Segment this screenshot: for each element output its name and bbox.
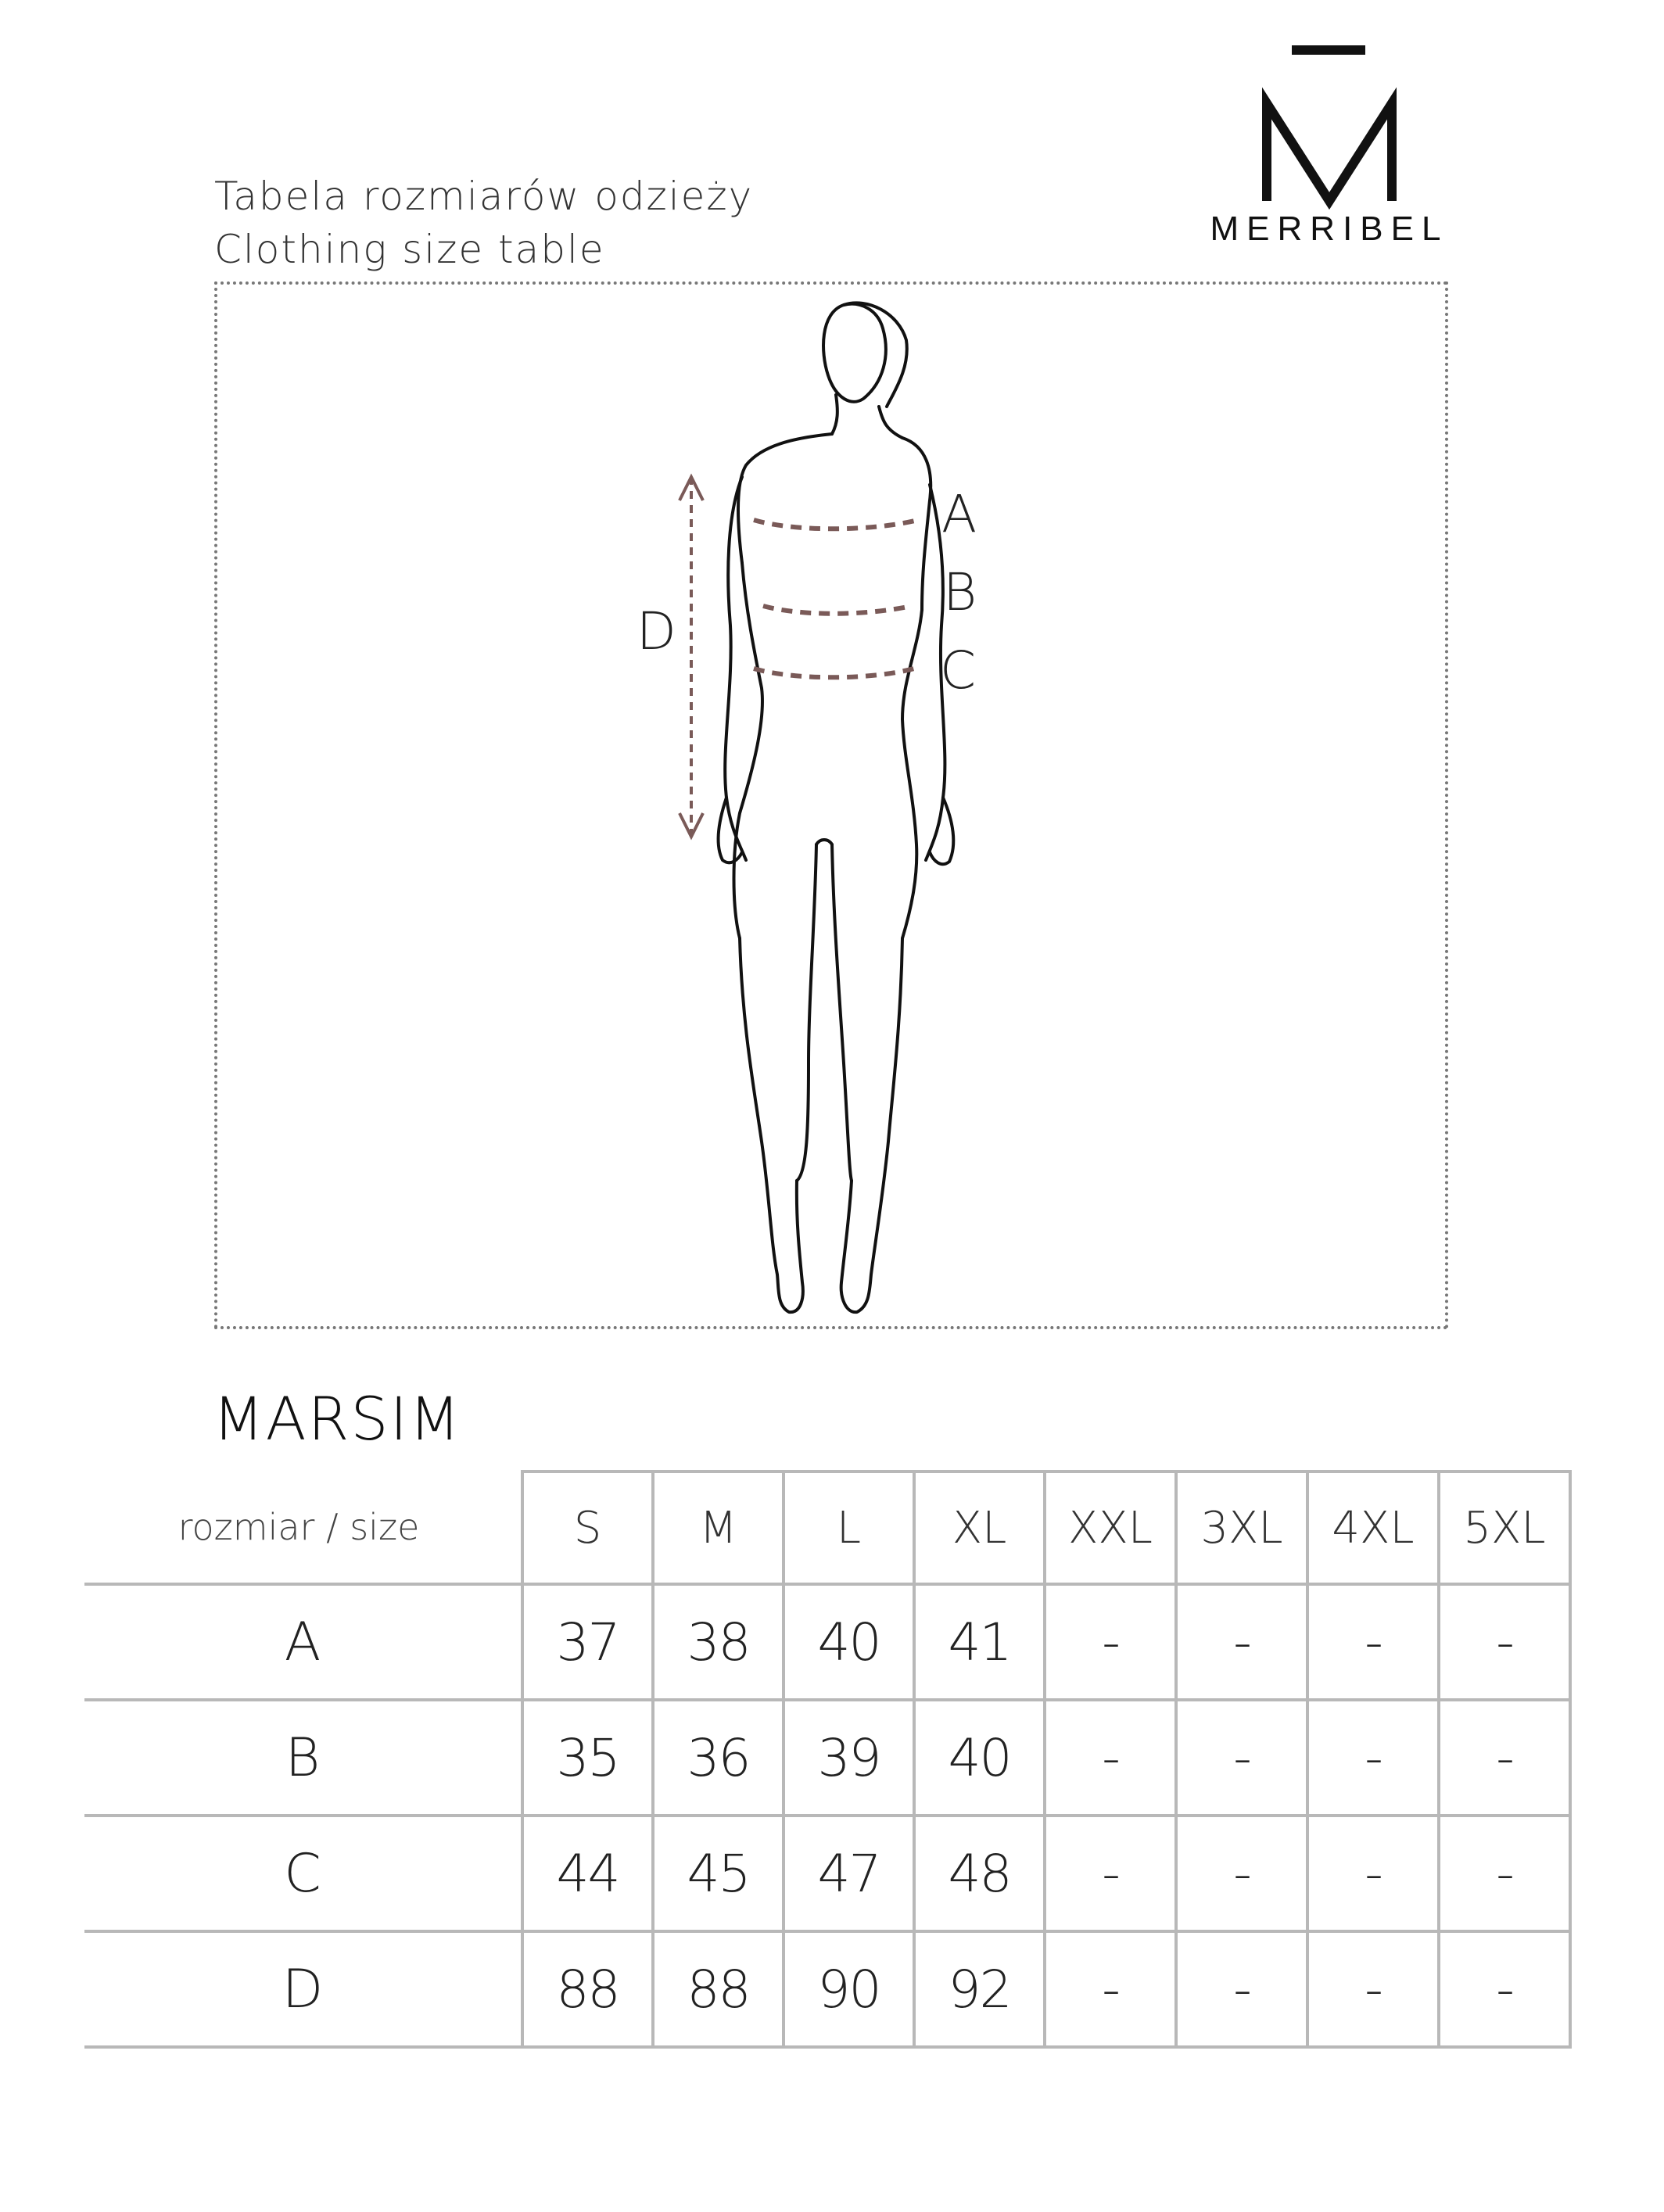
size-header: 4XL [1307, 1472, 1439, 1584]
table-cell: 44 [522, 1816, 653, 1931]
table-cell: - [1176, 1584, 1307, 1700]
table-cell: 36 [653, 1700, 784, 1816]
table-cell: - [1307, 1931, 1439, 2047]
table-cell: - [1307, 1816, 1439, 1931]
body-measurement-figure [214, 281, 1448, 1329]
table-cell: - [1176, 1700, 1307, 1816]
size-header: S [522, 1472, 653, 1584]
table-cell: - [1439, 1931, 1570, 2047]
table-cell: - [1045, 1931, 1176, 2047]
row-label: D [84, 1931, 522, 2047]
label-d: D [637, 601, 676, 661]
table-cell: - [1439, 1700, 1570, 1816]
body-outline [719, 303, 954, 1312]
title-english: Clothing size table [214, 227, 605, 272]
label-b: B [943, 562, 977, 622]
size-header: L [784, 1472, 914, 1584]
size-header: 5XL [1439, 1472, 1570, 1584]
table-cell: 47 [784, 1816, 914, 1931]
table-cell: 40 [914, 1700, 1045, 1816]
table-cell: 41 [914, 1584, 1045, 1700]
row-label: B [84, 1700, 522, 1816]
table-cell: - [1307, 1584, 1439, 1700]
table-cell: - [1439, 1584, 1570, 1700]
table-cell: 37 [522, 1584, 653, 1700]
table-cell: - [1045, 1700, 1176, 1816]
table-cell: - [1307, 1700, 1439, 1816]
measurement-lines [754, 520, 918, 677]
table-cell: - [1176, 1816, 1307, 1931]
title-polish: Tabela rozmiarów odzieży [214, 174, 754, 219]
table-row [84, 1816, 1570, 1931]
table-cell: 92 [914, 1931, 1045, 2047]
table-row [84, 1700, 1570, 1816]
corner-label: rozmiar / size [178, 1506, 420, 1548]
size-table [84, 1470, 1572, 2049]
table-cell: 39 [784, 1700, 914, 1816]
size-header-row [84, 1472, 1570, 1584]
table-cell: - [1439, 1816, 1570, 1931]
size-header: XL [914, 1472, 1045, 1584]
table-cell: 45 [653, 1816, 784, 1931]
row-label: C [84, 1816, 522, 1931]
table-row [84, 1931, 1570, 2047]
row-label: A [84, 1584, 522, 1700]
brand-name: MERRIBEL [1210, 210, 1449, 248]
table-row [84, 1584, 1570, 1700]
table-cell: - [1045, 1816, 1176, 1931]
size-header: XXL [1045, 1472, 1176, 1584]
table-cell: 90 [784, 1931, 914, 2047]
table-cell: 40 [784, 1584, 914, 1700]
size-header: M [653, 1472, 784, 1584]
table-cell: 88 [653, 1931, 784, 2047]
label-c: C [940, 640, 977, 701]
table-cell: 35 [522, 1700, 653, 1816]
size-header: 3XL [1176, 1472, 1307, 1584]
product-name: MARSIM [213, 1384, 462, 1454]
table-cell: - [1176, 1931, 1307, 2047]
length-arrow [680, 477, 703, 837]
table-cell: 88 [522, 1931, 653, 2047]
table-cell: 38 [653, 1584, 784, 1700]
label-a: A [941, 484, 977, 544]
table-cell: 48 [914, 1816, 1045, 1931]
table-cell: - [1045, 1584, 1176, 1700]
